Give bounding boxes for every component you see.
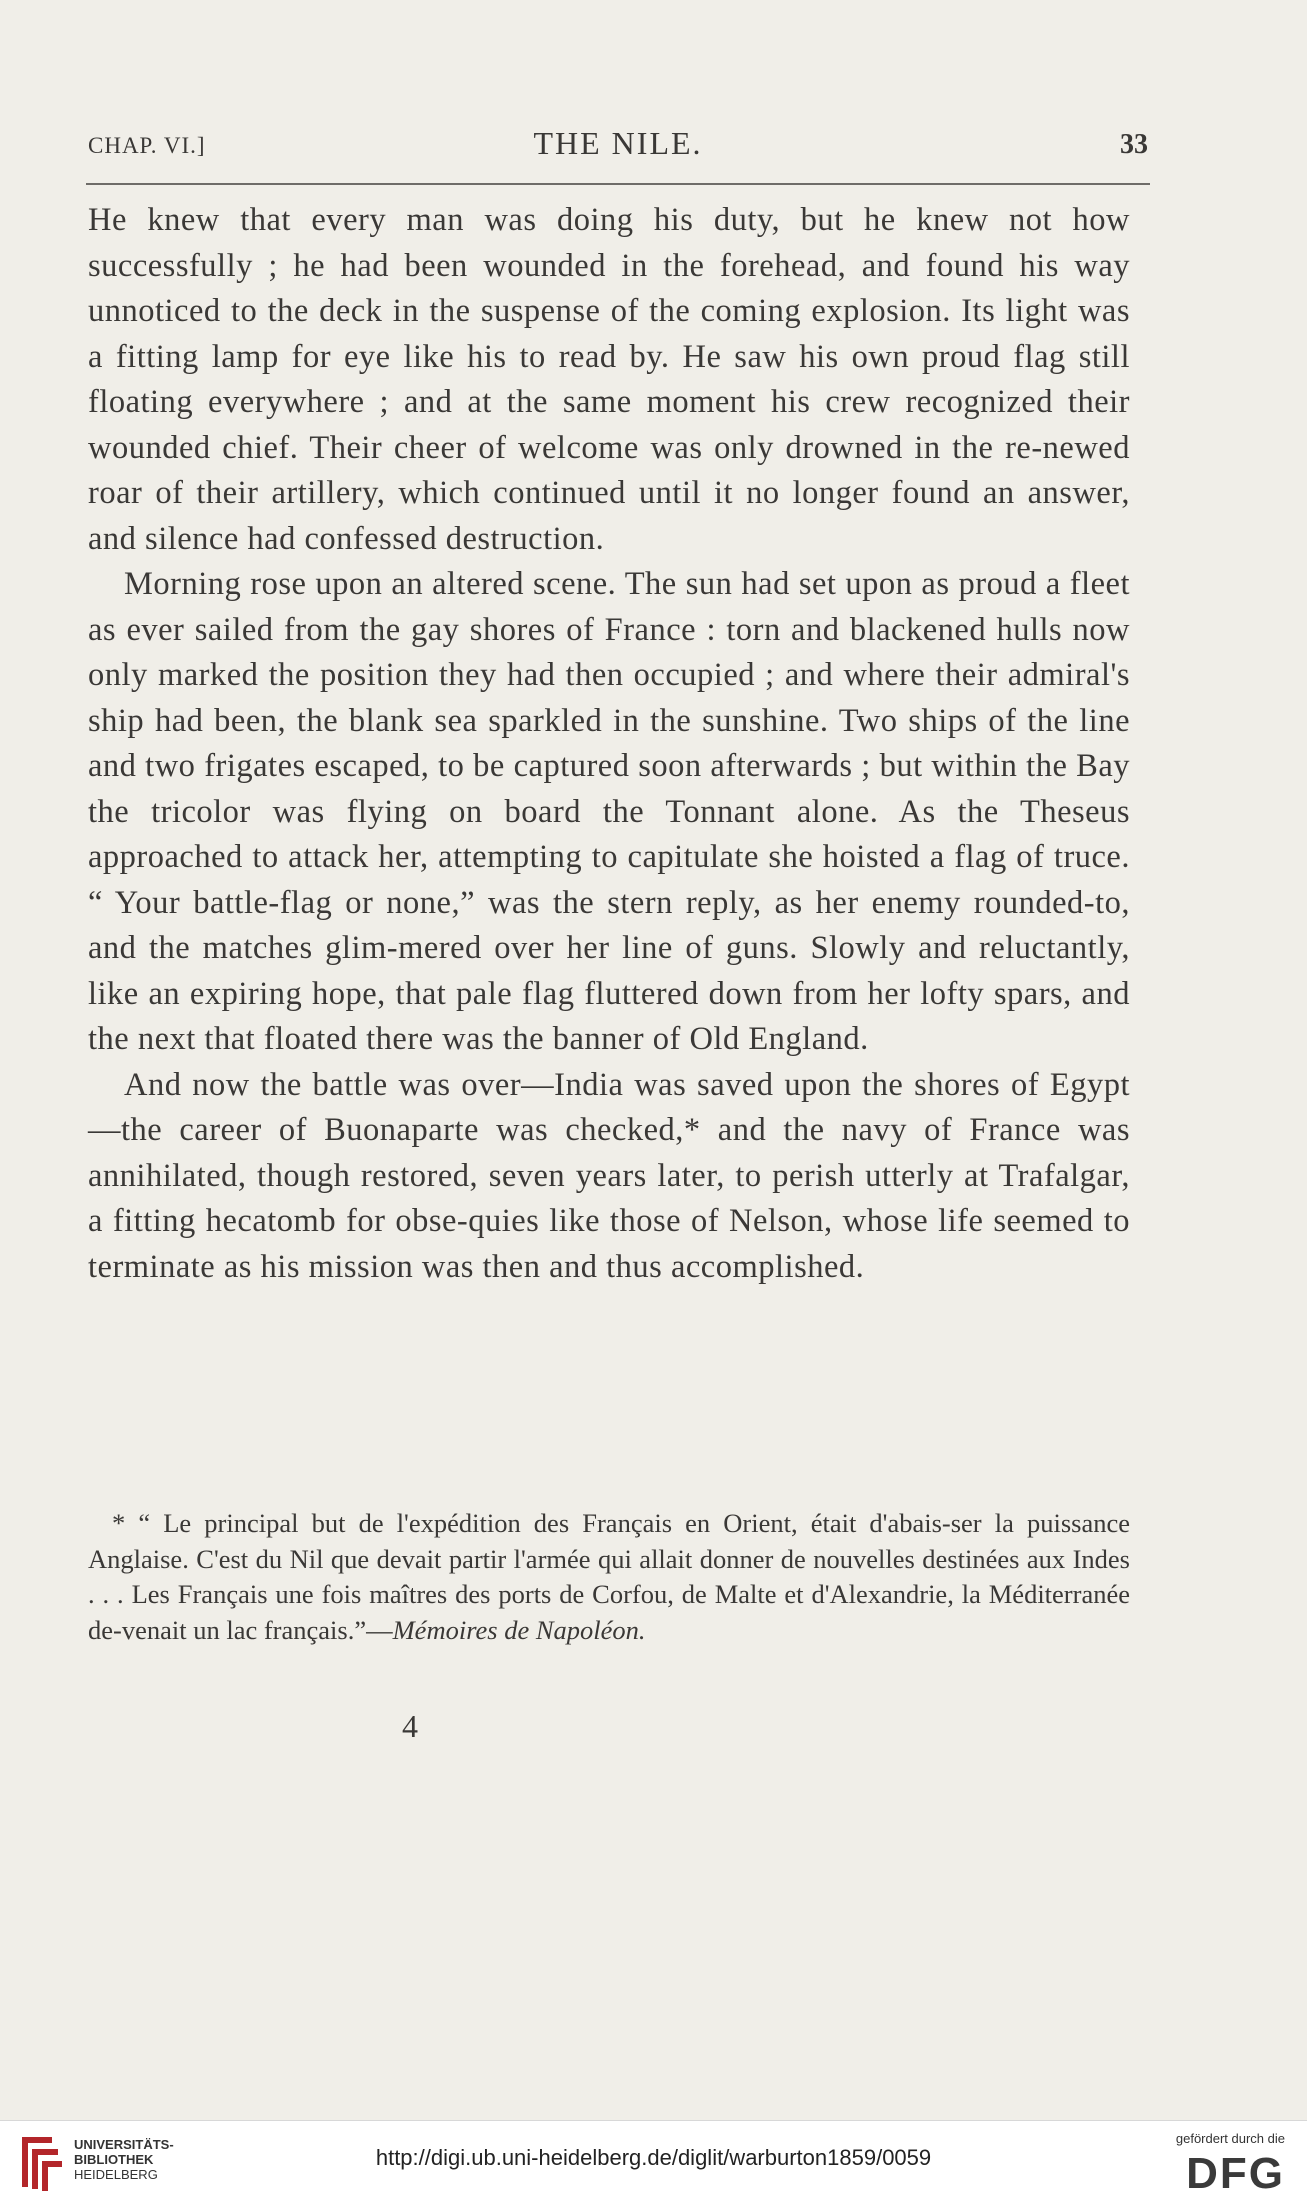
funding-note: gefördert durch die	[1175, 2131, 1285, 2146]
footnote	[88, 1506, 1130, 1648]
running-header	[88, 125, 1148, 171]
digitization-footer	[0, 2120, 1307, 2204]
permalink-url[interactable]: http://digi.ub.uni-heidelberg.de/diglit/warburton1859/0059	[375, 2145, 932, 2170]
chapter-label: CHAP. VI.]	[88, 133, 206, 158]
footnote-text: * “ Le principal but de l'expédition des Français en Orient, était d'abais-ser la puissance Anglaise. C'est du Nil que devait partir l'armée qui allait donner de nouvelles destinées aux Indes . . . Les Français une fois maîtres des ports de Corfou, de Malte et d'Alexandrie, la Méditerranée de-venait un lac français.”—	[88, 1508, 1130, 1645]
page-number: 33	[1120, 129, 1148, 160]
footnote-paragraph	[88, 1506, 1130, 1648]
signature-mark: 4	[402, 1708, 418, 1744]
running-title: THE NILE.	[533, 125, 703, 161]
paragraph: Morning rose upon an altered scene. The sun had set upon as proud a fleet as ever sailed from the gay shores of France : torn and blackened hulls now only marked the position they had then occupied ; and where their admiral's ship had been, the blank sea sparkled in the sunshine. Two ships of the line and two frigates escaped, to be captured soon afterwards ; but within the Bay the tricolor was flying on board the Tonnant alone. As the Theseus approached to attack her, attempting to capitulate she hoisted a flag of truce. “ Your battle-flag or none,” was the stern reply, as her enemy rounded-to, and the matches glim-mered over her line of guns. Slowly and reluctantly, like an expiring hope, that pale flag fluttered down from her lofty spars, and the next that floated there was the banner of Old England.	[88, 566, 1130, 1057]
header-rule	[86, 183, 1150, 185]
library-name-line: UNIVERSITÄTS-	[74, 2137, 174, 2152]
body-text	[88, 198, 1130, 1290]
paragraph: And now the battle was over—India was saved upon the shores of Egypt—the career of Buonaparte was checked,* and the navy of France was annihilated, though restored, seven years later, to perish utterly at Trafalgar, a fitting hecatomb for obse-quies like those of Nelson, whose life seemed to terminate as his mission was then and thus accomplished.	[88, 1066, 1130, 1285]
library-name-line: HEIDELBERG	[74, 2167, 158, 2182]
funder-logo: DFG	[1186, 2149, 1285, 2198]
library-name-line: BIBLIOTHEK	[74, 2152, 154, 2167]
paragraph: He knew that every man was doing his duty, but he knew not how successfully ; he had been wounded in the forehead, and found his way unnoticed to the deck in the suspense of the coming explosion. Its light was a fitting lamp for eye like his to read by. He saw his own proud flag still floating everywhere ; and at the same moment his crew recognized their wounded chief. Their cheer of welcome was only drowned in the re-newed roar of their artillery, which continued until it no longer found an answer, and silence had confessed destruction.	[88, 202, 1130, 557]
footnote-source: Mémoires de Napoléon.	[392, 1614, 646, 1645]
